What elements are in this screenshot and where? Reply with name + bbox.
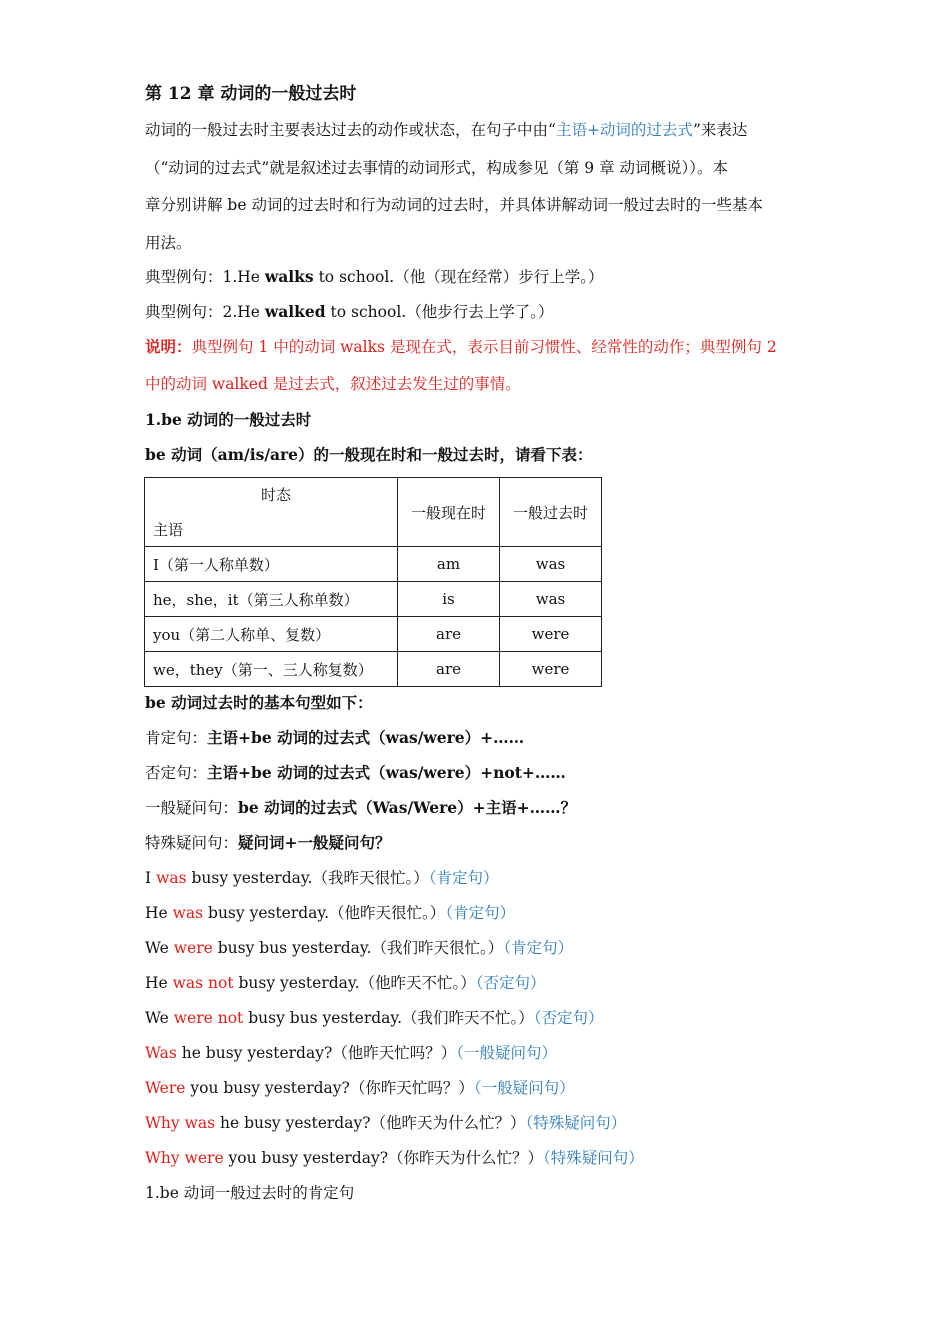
pattern-label: 肯定句： [145, 729, 208, 747]
sentence-type-tag: （特殊疑问句） [543, 1149, 644, 1167]
intro-line-3: 章分别讲解 be 动词的过去时和行为动词的过去时，并具体讲解动词一般过去时的一些基本 [145, 196, 763, 214]
table-intro: be 动词（am/is/are）的一般现在时和一般过去时，请看下表： [145, 445, 593, 464]
pattern-line [145, 728, 524, 748]
example-sentence-1 [145, 267, 604, 287]
row-past: was [500, 547, 602, 582]
row-subject: we，they（第一、三人称复数） [145, 652, 398, 687]
row-past: were [500, 652, 602, 687]
header-past: 一般过去时 [500, 478, 602, 547]
table-row [145, 582, 602, 617]
pattern-formula: be 动词的过去式（Was/Were）+主语+……？ [238, 798, 577, 817]
header-present: 一般现在时 [398, 478, 500, 547]
example-line [145, 903, 515, 923]
subsection-heading: 1.be 动词一般过去时的肯定句 [145, 1184, 355, 1202]
pattern-formula: 主语+be 动词的过去式（was/were）+not+…… [207, 763, 566, 782]
example-line [145, 1043, 557, 1063]
sentence-type-tag: （否定句） [475, 974, 546, 992]
intro-line-2: （“动词的过去式”就是叙述过去事情的动词形式，构成参见（第 9 章 动词概说））。本 [145, 159, 728, 177]
intro-line-4: 用法。 [145, 234, 192, 252]
sentence-post: busy yesterday.（他昨天不忙。） [233, 974, 476, 992]
row-present: is [398, 582, 500, 617]
note-line-2: 中的动词 walked 是过去式，叙述过去发生过的事情。 [145, 375, 521, 393]
pattern-label: 一般疑问句： [145, 799, 239, 817]
sentence-verb: was [172, 904, 204, 922]
example-line [145, 938, 573, 958]
pattern-line [145, 833, 391, 853]
table-row [145, 652, 602, 687]
sentence-verb: Why was [145, 1114, 216, 1132]
sentence-verb: Why were [145, 1149, 224, 1167]
row-subject: you（第二人称单、复数） [145, 617, 398, 652]
example-sentence-2 [145, 302, 553, 322]
sentence-post: you busy yesterday?（你昨天忙吗？） [185, 1079, 474, 1097]
sentence-verb: was [156, 869, 187, 887]
row-present: are [398, 617, 500, 652]
row-past: were [500, 617, 602, 652]
sentence-post: busy bus yesterday.（我们昨天很忙。） [212, 939, 504, 957]
chapter-title: 第 12 章 动词的一般过去时 [145, 84, 357, 104]
sentence-type-tag: （特殊疑问句） [525, 1114, 627, 1132]
example-line [145, 868, 499, 888]
sentence-type-tag: （肯定句） [445, 904, 516, 922]
sentence-pre: He [145, 974, 173, 992]
section-heading: 1.be 动词的一般过去时 [145, 410, 312, 429]
sentence-type-tag: （肯定句） [428, 869, 499, 887]
header-tense: 时态 [260, 486, 291, 504]
note-label: 说明： [145, 337, 192, 356]
example-line [145, 1078, 575, 1098]
example-rest: to school.（他步行去上学了。） [325, 303, 554, 321]
row-subject: he，she，it（第三人称单数） [145, 582, 398, 617]
intro-text-a: 动词的一般过去时主要表达过去的动作或状态，在句子中由“ [145, 121, 556, 139]
pattern-formula: 疑问词+一般疑问句？ [238, 833, 391, 852]
table-diagonal-header [145, 478, 398, 547]
row-present: are [398, 652, 500, 687]
sentence-pre: He [145, 904, 173, 922]
example-line [145, 1113, 626, 1133]
example-prefix: 典型例句：2.He [145, 303, 265, 321]
table-row [145, 547, 602, 582]
tense-table [144, 477, 602, 687]
sentence-post: busy yesterday.（我昨天很忙。） [186, 869, 429, 887]
intro-line-1 [145, 120, 747, 140]
sentence-post: he busy yesterday?（他昨天为什么忙？） [215, 1114, 526, 1132]
example-prefix: 典型例句：1.He [145, 268, 265, 286]
sentence-verb: Were [145, 1079, 186, 1097]
sentence-verb: Was [145, 1044, 177, 1062]
row-past: was [500, 582, 602, 617]
table-row [145, 617, 602, 652]
example-verb: walked [264, 302, 326, 321]
sentence-verb: was not [172, 974, 234, 992]
pattern-line [145, 763, 566, 783]
header-subject: 主语 [153, 521, 184, 539]
table-header-row [145, 478, 602, 547]
sentence-verb: were not [173, 1009, 244, 1027]
sentence-post: busy yesterday.（他昨天很忙。） [203, 904, 446, 922]
note-text-1: 典型例句 1 中的动词 walks 是现在式，表示目前习惯性、经常性的动作；典型例句 2 [191, 338, 777, 356]
example-line [145, 973, 546, 993]
row-present: am [398, 547, 500, 582]
intro-text-b: ”来表达 [692, 121, 748, 139]
sentence-type-tag: （否定句） [533, 1009, 604, 1027]
sentence-post: he busy yesterday?（他昨天忙吗？） [176, 1044, 457, 1062]
row-subject: I（第一人称单数） [145, 547, 398, 582]
note-line-1 [145, 337, 777, 357]
sentence-type-tag: （一般疑问句） [473, 1079, 575, 1097]
sentence-pre: We [145, 1009, 174, 1027]
example-rest: to school.（他（现在经常）步行上学。） [313, 268, 604, 286]
sentence-type-tag: （一般疑问句） [456, 1044, 558, 1062]
patterns-heading: be 动词过去时的基本句型如下： [145, 693, 373, 712]
intro-highlight: 主语+动词的过去式 [555, 121, 693, 139]
pattern-label: 特殊疑问句： [145, 834, 239, 852]
sentence-verb: were [173, 939, 213, 957]
example-line [145, 1008, 604, 1028]
pattern-label: 否定句： [145, 764, 208, 782]
sentence-type-tag: （肯定句） [503, 939, 574, 957]
sentence-pre: We [145, 939, 174, 957]
sentence-pre: I [145, 869, 157, 887]
sentence-post: busy bus yesterday.（我们昨天不忙。） [243, 1009, 534, 1027]
example-verb: walks [264, 267, 314, 286]
sentence-post: you busy yesterday?（你昨天为什么忙？） [223, 1149, 544, 1167]
pattern-line [145, 798, 576, 818]
pattern-formula: 主语+be 动词的过去式（was/were）+…… [207, 728, 525, 747]
example-line [145, 1148, 644, 1168]
